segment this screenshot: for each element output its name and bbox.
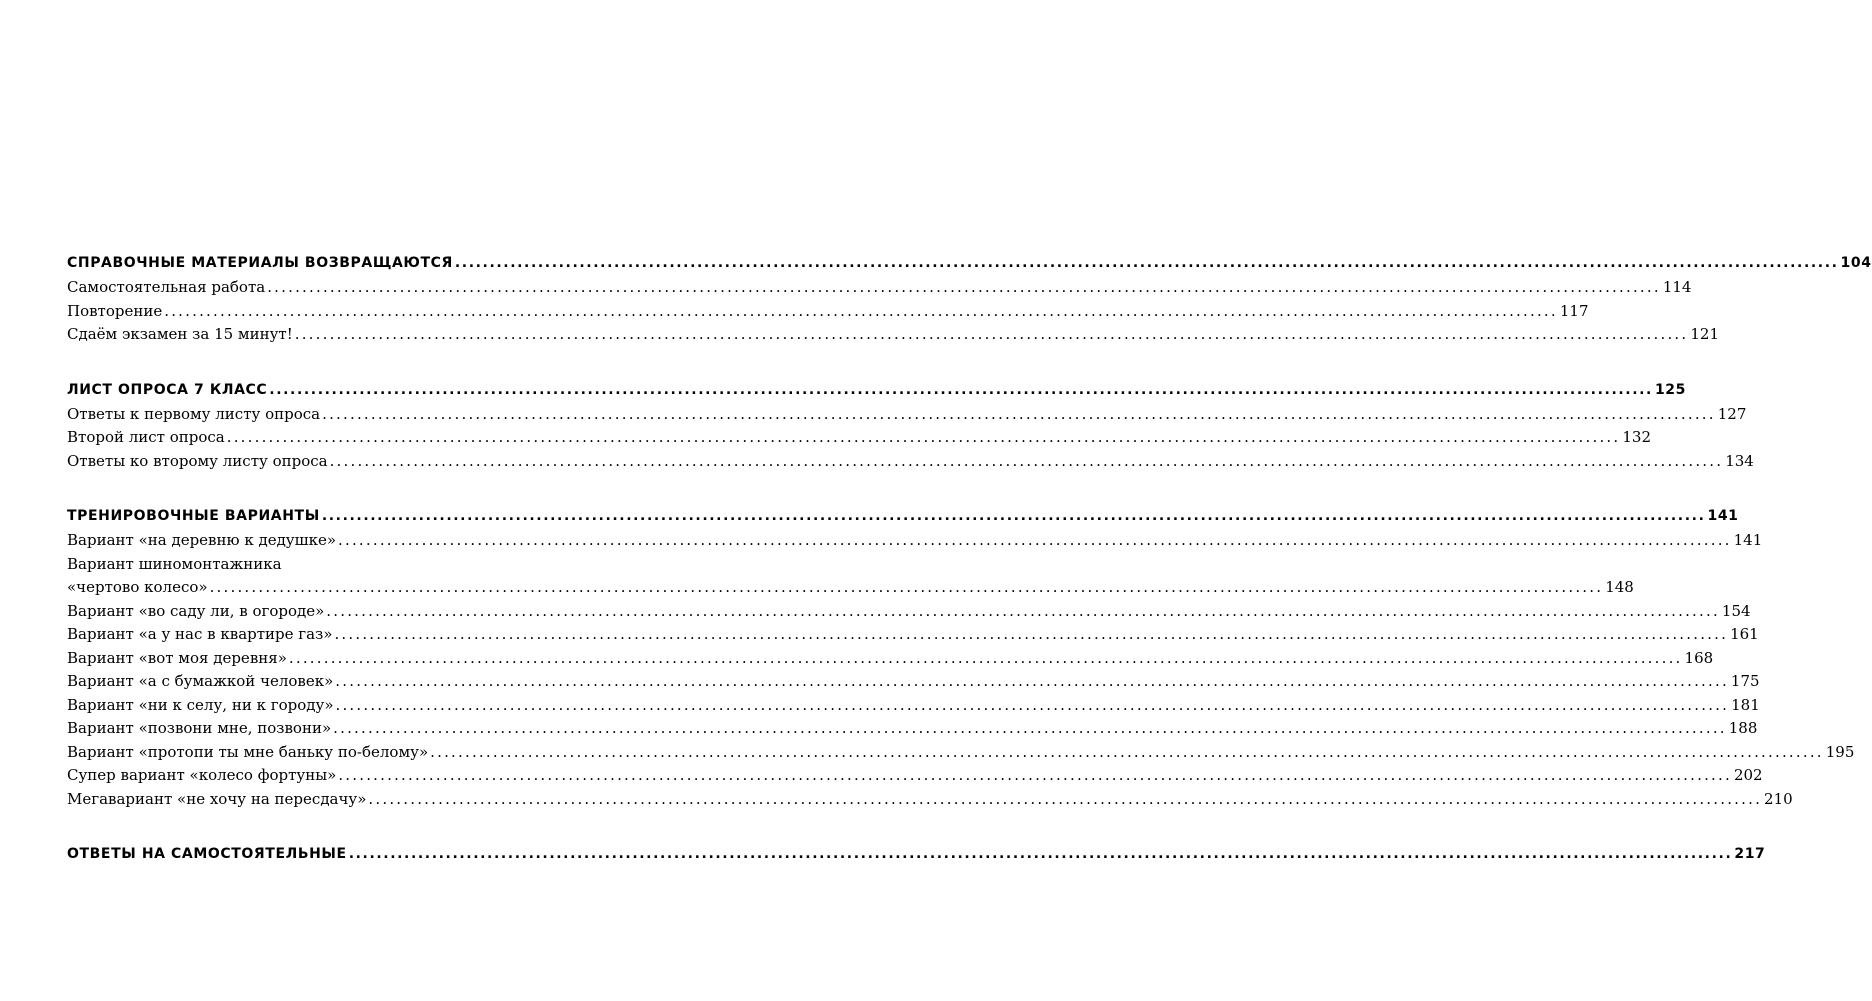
toc-entry-page: 195	[1825, 742, 1855, 761]
toc-entry[interactable]	[67, 670, 1760, 694]
toc-entry[interactable]	[67, 764, 1763, 788]
toc-entry-page: 210	[1764, 789, 1793, 808]
toc-entry-page: 134	[1725, 451, 1754, 470]
dot-leader: ........................................................................................................................................................................................................	[368, 789, 1763, 808]
toc-section-survey	[67, 377, 1754, 474]
toc-entry-title: Вариант «позвони мне, позвони»	[67, 719, 332, 737]
toc-entry[interactable]	[67, 717, 1758, 741]
dot-leader: ........................................................................................................................................................................................................	[454, 255, 1839, 271]
toc-heading-page: 125	[1654, 381, 1686, 398]
toc-section-practice	[67, 503, 1855, 811]
toc-heading[interactable]	[67, 377, 1686, 403]
toc-entry[interactable]	[67, 647, 1714, 671]
toc-entry-page: 127	[1717, 404, 1747, 423]
toc-entry-title: Вариант «а у нас в квартире газ»	[67, 625, 333, 643]
toc-entry-page: 181	[1731, 695, 1760, 714]
toc-entry-title: Вариант «а с бумажкой человек»	[67, 672, 334, 690]
toc-entry-title: Вариант «вот моя деревня»	[67, 648, 287, 667]
dot-leader: ........................................................................................................................................................................................................	[338, 766, 1732, 784]
toc-heading[interactable]	[67, 841, 1766, 867]
dot-leader: ........................................................................................................................................................................................................	[335, 695, 1730, 714]
toc-entry-page: 202	[1733, 766, 1763, 784]
toc-entry-title: Сдаём экзамен за 15 минут!	[67, 325, 293, 343]
toc-entry-title: Вариант «во саду ли, в огороде»	[67, 601, 325, 620]
toc-entry-page: 168	[1684, 648, 1714, 667]
toc-entry-title: Ответы ко второму листу опроса	[67, 451, 328, 470]
toc-heading-page: 141	[1707, 508, 1739, 524]
toc-entry-page: 188	[1728, 719, 1758, 737]
toc-entry-page: 154	[1721, 601, 1751, 620]
toc-entry-title: Мегавариант «не хочу на пересдачу»	[67, 789, 367, 808]
toc-entry[interactable]	[67, 623, 1759, 647]
dot-leader: ........................................................................................................................................................................................................	[269, 381, 1653, 398]
toc-entry-title: Вариант «протопи ты мне баньку по-белому»	[67, 742, 429, 761]
toc-entry[interactable]	[67, 788, 1793, 812]
toc-entry-page: 141	[1733, 531, 1763, 549]
dot-leader: ........................................................................................................................................................................................................	[333, 719, 1727, 737]
dot-leader: ........................................................................................................................................................................................................	[209, 578, 1604, 596]
dot-leader: ........................................................................................................................................................................................................	[326, 601, 1720, 620]
toc-entry[interactable]	[67, 529, 1763, 553]
dot-leader: ........................................................................................................................................................................................................	[226, 428, 1621, 446]
dot-leader: ........................................................................................................................................................................................................	[294, 325, 1689, 343]
toc-entry-page: 148	[1605, 578, 1634, 596]
dot-leader: ........................................................................................................................................................................................................	[164, 301, 1558, 320]
toc-heading-title: ЛИСТ ОПРОСА 7 КЛАСС	[67, 381, 268, 398]
dot-leader: ........................................................................................................................................................................................................	[334, 625, 1729, 643]
toc-entry-title: «чертово колесо»	[67, 578, 208, 596]
toc-entry[interactable]	[67, 576, 1634, 600]
toc-entry-first-line[interactable]: Вариант шиномонтажника	[67, 554, 282, 573]
toc-heading-title: ТРЕНИРОВОЧНЫЕ ВАРИАНТЫ	[67, 508, 320, 524]
dot-leader: ........................................................................................................................................................................................................	[322, 404, 1716, 423]
toc-section-reference	[67, 250, 1872, 347]
toc-entry[interactable]	[67, 323, 1720, 347]
toc-entry[interactable]	[67, 450, 1754, 474]
toc-heading[interactable]	[67, 250, 1872, 276]
toc-entry[interactable]	[67, 300, 1589, 324]
toc-entry[interactable]	[67, 600, 1751, 624]
toc-entry-title: Самостоятельная работа	[67, 278, 266, 296]
toc-entry[interactable]	[67, 694, 1760, 718]
toc-entry[interactable]	[67, 276, 1692, 300]
dot-leader: ........................................................................................................................................................................................................	[430, 742, 1824, 761]
dot-leader: ........................................................................................................................................................................................................	[288, 648, 1683, 667]
toc-entry-title: Ответы к первому листу опроса	[67, 404, 321, 423]
toc-entry-title: Супер вариант «колесо фортуны»	[67, 766, 337, 784]
toc-entry-page: 161	[1730, 625, 1759, 643]
toc-entry-title: Повторение	[67, 301, 163, 320]
toc-heading[interactable]	[67, 503, 1739, 529]
dot-leader: ........................................................................................................................................................................................................	[335, 672, 1729, 690]
toc-entry-page: 132	[1622, 428, 1652, 446]
toc-entry-title: Вариант «ни к селу, ни к городу»	[67, 695, 334, 714]
toc-entry-title: Вариант «на деревню к дедушке»	[67, 531, 337, 549]
toc-entry-title: Второй лист опроса	[67, 428, 225, 446]
dot-leader: ........................................................................................................................................................................................................	[338, 531, 1732, 549]
toc-entry-page: 175	[1730, 672, 1760, 690]
toc-heading-title: ОТВЕТЫ НА САМОСТОЯТЕЛЬНЫЕ	[67, 846, 347, 862]
toc-heading-page: 104	[1840, 255, 1872, 271]
toc-entry[interactable]	[67, 426, 1652, 450]
table-of-contents	[67, 250, 1872, 897]
toc-heading-title: СПРАВОЧНЫЕ МАТЕРИАЛЫ ВОЗВРАЩАЮТСЯ	[67, 255, 453, 271]
toc-entry-page: 114	[1662, 278, 1692, 296]
toc-entry-page: 117	[1559, 301, 1589, 320]
toc-entry-page: 121	[1690, 325, 1720, 343]
toc-section-answers	[67, 841, 1766, 867]
dot-leader: ........................................................................................................................................................................................................	[321, 508, 1706, 524]
toc-entry[interactable]	[67, 741, 1855, 765]
dot-leader: ........................................................................................................................................................................................................	[267, 278, 1661, 296]
dot-leader: ........................................................................................................................................................................................................	[329, 451, 1724, 470]
dot-leader: ........................................................................................................................................................................................................	[348, 846, 1733, 862]
toc-heading-page: 217	[1734, 846, 1766, 862]
toc-entry[interactable]	[67, 403, 1747, 427]
